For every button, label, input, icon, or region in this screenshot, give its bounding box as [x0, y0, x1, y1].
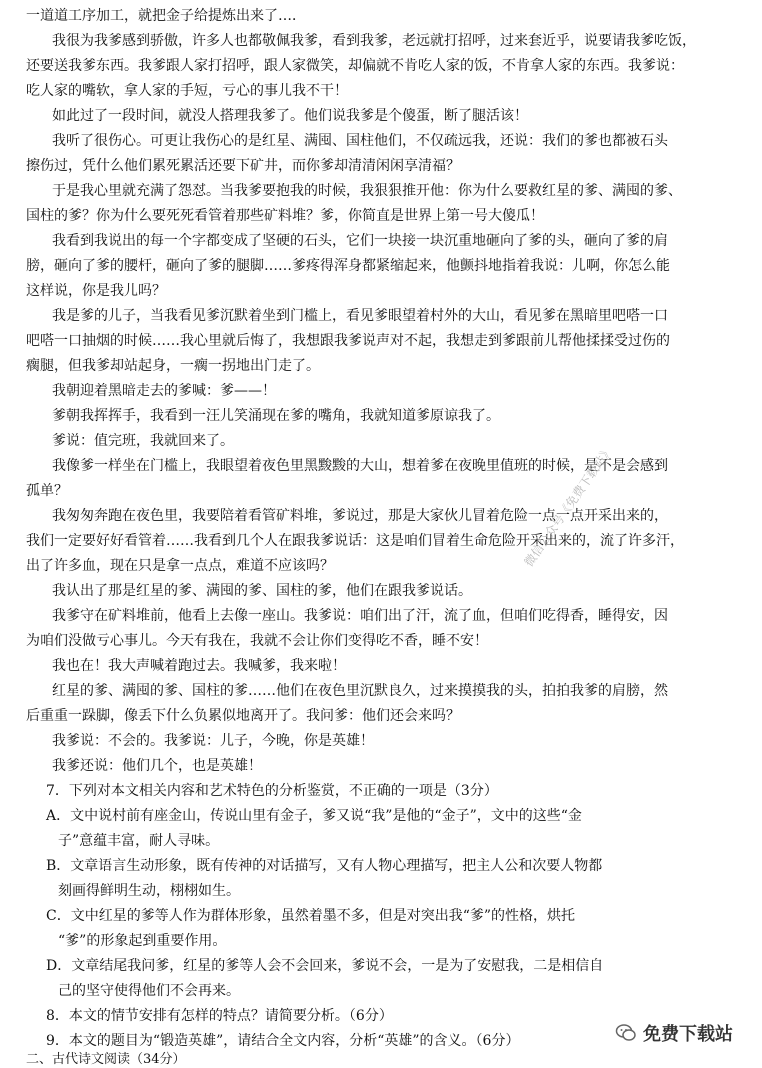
text-line: 瘸腿，但我爹却站起身，一瘸一拐地出门走了。: [26, 358, 320, 374]
question-9: 9．本文的题目为“锻造英雄”，请结合全文内容，分析“英雄”的含义。（6分）: [46, 1033, 520, 1049]
text-line: 这样说，你是我儿吗？: [26, 283, 166, 299]
question-8: 8．本文的情节安排有怎样的特点？请简要分析。（6分）: [46, 1008, 393, 1024]
text-line: 为咱们没做亏心事儿。今天有我在，我就不会让你们变得吃不香，睡不安！: [26, 633, 488, 649]
text-line: 我听了很伤心。可更让我伤心的是红星、满囤、国柱他们，不仅疏远我，还说：我们的爹也都被石头: [52, 133, 668, 149]
watermark-text: 免费下载站: [643, 1024, 733, 1045]
text-line: 还要送我爹东西。我爹跟人家打招呼，跟人家微笑，却偏就不肯吃人家的饭，不肯拿人家的东西。我爹说：: [26, 58, 684, 74]
text-line: 擦伤过，凭什么他们累死累活还要下矿井，而你爹却清清闲闲享清福？: [26, 158, 460, 174]
option-b: B．文章语言生动形象，既有传神的对话描写，又有人物心理描写，把主人公和次要人物都: [46, 858, 603, 874]
text-line: 我也在！我大声喊着跑过去。我喊爹，我来啦！: [52, 658, 346, 674]
text-line: 一道道工序加工，就把金子给提炼出来了…．: [26, 8, 306, 24]
section-heading: 二、古代诗文阅读（34分）: [26, 1052, 186, 1067]
option-c-cont: “爹”的形象起到重要作用。: [58, 933, 227, 949]
text-line: 爹说：值完班，我就回来了。: [52, 433, 234, 449]
text-line: 红星的爹、满囤的爹、国柱的爹……他们在夜色里沉默良久，过来摸摸我的头，拍拍我爹的肩膀，然: [52, 683, 668, 699]
text-line: 于是我心里就充满了怨怼。当我爹要抱我的时候，我狠狠推开他：你为什么要救红星的爹、满囤的爹、: [52, 183, 682, 199]
text-line: 我像爹一样坐在门槛上，我眼望着夜色里黑黢黢的大山，想着爹在夜晚里值班的时候，是不是会感到: [52, 458, 668, 474]
wechat-icon: [615, 1022, 637, 1044]
option-b-cont: 刻画得鲜明生动，栩栩如生。: [58, 883, 240, 899]
text-line: 吃人家的嘴软，拿人家的手短，亏心的事儿我不干！: [26, 83, 348, 99]
text-line: 孤单？: [26, 483, 68, 499]
option-c: C．文中红星的爹等人作为群体形象，虽然着墨不多，但是对突出我“爹”的性格，烘托: [46, 908, 576, 924]
text-line: 我匆匆奔跑在夜色里，我要陪着看管矿料堆，爹说过，那是大家伙儿冒着危险一点一点开采出来的，: [52, 508, 668, 524]
text-line: 我爹守在矿料堆前，他看上去像一座山。我爹说：咱们出了汗，流了血，但咱们吃得香，睡得安，因: [52, 608, 668, 624]
watermark-logo: [615, 1018, 733, 1048]
text-line: 我是爹的儿子，当我看见爹沉默着坐到门槛上，看见爹眼望着村外的大山，看见爹在黑暗里吧嗒一口: [52, 308, 668, 324]
text-line: 国柱的爹？你为什么要死死看管着那些矿料堆？爹，你简直是世界上第一号大傻瓜！: [26, 208, 544, 224]
text-line: 我爹还说：他们几个，也是英雄！: [52, 758, 262, 774]
text-line: 我朝迎着黑暗走去的爹喊：爹——！: [52, 383, 276, 399]
option-a: A．文中说村前有座金山，传说山里有金子，爹又说“我”是他的“金子”，文中的这些“金: [46, 808, 582, 824]
text-line: 出了许多血，现在只是拿一点点，难道不应该吗？: [26, 558, 334, 574]
text-line: 我们一定要好好看管着……我看到几个人在跟我爹说话：这是咱们冒着生命危险开采出来的，流了许多汗，: [26, 533, 684, 549]
question-7-stem: 7．下列对本文相关内容和艺术特色的分析鉴赏，不正确的一项是（3分）: [46, 783, 498, 799]
text-line: 我很为我爹感到骄傲，许多人也都敬佩我爹，看到我爹，老远就打招呼，过来套近乎，说要请我爹吃饭，: [52, 33, 696, 49]
text-line: 爹朝我挥挥手，我看到一汪儿笑涌现在爹的嘴角，我就知道爹原谅我了。: [52, 408, 500, 424]
text-line: 我看到我说出的每一个字都变成了坚硬的石头，它们一块接一块沉重地砸向了爹的头，砸向了爹的肩: [52, 233, 668, 249]
text-line: 如此过了一段时间，就没人搭理我爹了。他们说我爹是个傻蛋，断了腿活该！: [52, 108, 528, 124]
option-d-cont: 己的坚守使得他们不会再来。: [58, 983, 240, 999]
text-line: 膀，砸向了爹的腰杆，砸向了爹的腿脚……爹疼得浑身都紧缩起来，他颤抖地指着我说：儿啊，你怎么能: [26, 258, 670, 274]
text-line: 后重重一跺脚，像丢下什么负累似地离开了。我问爹：他们还会来吗？: [26, 708, 460, 724]
text-line: 我认出了那是红星的爹、满囤的爹、国柱的爹，他们在跟我爹说话。: [52, 583, 472, 599]
text-line: 吧嗒一口抽烟的时候……我心里就后悔了，我想跟我爹说声对不起，我想走到爹跟前儿帮他揉揉受过伤的: [26, 333, 670, 349]
option-a-cont: 子”意蕴丰富，耐人寻味。: [58, 833, 220, 849]
option-d: D．文章结尾我问爹，红星的爹等人会不会回来，爹说不会，一是为了安慰我，二是相信自: [46, 958, 604, 974]
text-line: 我爹说：不会的。我爹说：儿子，今晚，你是英雄！: [52, 733, 374, 749]
watermark-diagonal: 微信公众号《免费下载站》: [521, 443, 616, 570]
